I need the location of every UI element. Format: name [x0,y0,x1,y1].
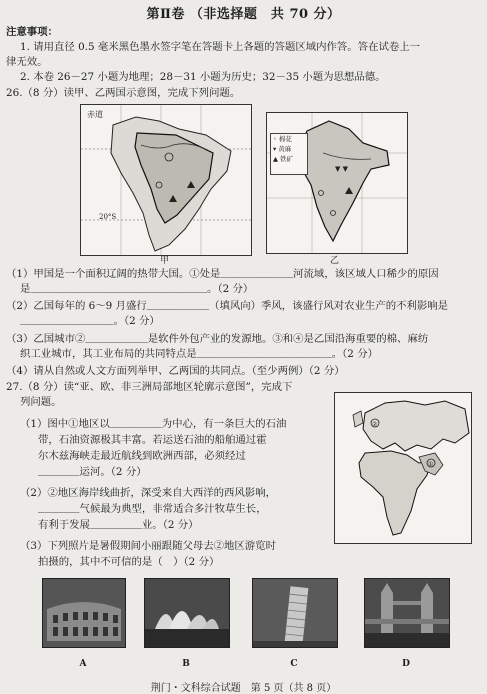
notes-heading: 注意事项： [6,26,58,38]
legend-item-iron: ▲ 铁矿 [273,155,294,163]
q26-sub3: （3）乙国城市②＿＿＿＿＿＿是软件外包产业的发源地。③和④是乙国沿海重要的棉、麻纺 [6,333,429,345]
legend-item-cotton: ◦ 棉花 [273,135,292,143]
q27-sub3: （3）下列照片是暑假期间小丽跟随父母去②地区游览时 [20,540,276,552]
q26-stem: 26.（8 分）读甲、乙两国示意图，完成下列问题。 [6,87,241,99]
q27-sub2-line3: 有利于发展＿＿＿＿＿业。（2 分） [38,519,199,531]
photo-label-a: A [79,659,87,669]
equator-label: 赤道 [87,110,103,119]
photo-colosseum [42,578,126,648]
photo-opera-house [144,578,230,648]
section-title: 第Ⅱ卷 （非选择题 共 70 分） [146,7,341,22]
note-line-1-cont: 律无效。 [6,56,48,68]
q26-sub1-cont: 是＿＿＿＿＿＿＿＿＿＿＿＿＿＿＿＿＿。（2 分） [20,283,254,295]
svg-text:①: ① [428,461,434,468]
svg-text:②: ② [372,421,378,428]
q26-sub1: （1）甲国是一个面积辽阔的热带大国。①处是＿＿＿＿＿＿＿河流域，该区域人口稀少的原因 [6,268,439,280]
photo-label-c: C [290,659,298,669]
q27-sub2: （2）②地区海岸线曲折，深受来自大西洋的西风影响， [20,487,276,499]
eurasia-africa-outline [335,393,471,543]
q27-sub1: （1）图中①地区以＿＿＿＿＿为中心，有一条巨大的石油 [20,418,287,430]
tower-bridge-image [365,579,449,647]
map-jia-caption: 甲 [160,256,170,266]
q27-sub3-line2: 拍摄的，其中不可信的是（ ）（2 分） [38,556,220,568]
q27-stem: 27.（8 分）读“亚、欧、非三洲局部地区轮廓示意图”，完成下 [6,381,293,393]
q26-sub4: （4）请从自然或人文方面列举甲、乙两国的共同点。（至少两例）（2 分） [6,365,345,377]
svg-text:▼ ▼: ▼ ▼ [335,165,348,173]
photo-tower-bridge [364,578,450,648]
q27-sub1-line3: 尔木兹海峡走最近航线到欧洲西部，必须经过 [38,450,246,462]
map-country-yi [266,112,408,254]
q27-sub1-line4: ＿＿＿＿运河。（2 分） [38,466,147,478]
q26-sub2: （2）乙国每年的 6～9 月盛行＿＿＿＿＿＿（填风向）季风，该盛行风对农业生产的不利影响是 [6,300,449,312]
photo-leaning-tower [252,578,338,648]
photo-label-d: D [402,659,410,669]
map-legend [270,133,308,175]
photo-label-b: B [182,659,190,669]
q26-sub2-cont: ＿＿＿＿＿＿＿＿＿。（2 分） [20,315,160,327]
map-yi-caption: 乙 [330,256,340,266]
map-country-jia [80,104,252,256]
note-line-2: 2. 本卷 26－27 小题为地理；28－31 小题为历史；32－35 小题为思想品德。 [20,71,386,83]
map-asia-europe-africa [334,392,472,544]
q27-sub2-line2: ＿＿＿＿气候最为典型，非常适合多汁牧草生长， [38,503,267,515]
opera-house-image [145,579,229,647]
page-footer: 荆门・文科综合试题 第 5 页（共 8 页） [150,683,337,694]
q27-stem-cont: 列问题。 [20,396,62,408]
south-america-map [81,105,251,255]
q26-sub3-cont: 织工业城市，其工业布局的共同特点是＿＿＿＿＿＿＿＿＿＿＿＿＿。（2 分） [20,348,378,360]
q27-sub1-line2: 带，石油资源极其丰富。若运送石油的船舶通过霍 [38,434,267,446]
note-line-1: 1. 请用直径 0.5 毫米黑色墨水签字笔在答题卡上各题的答题区域内作答。答在试卷上一 [20,41,421,53]
tropic-label: 20°S [99,213,117,221]
legend-item-jute: ▾ 黄麻 [273,145,292,153]
leaning-tower-image [253,579,337,647]
colosseum-image [43,579,125,647]
